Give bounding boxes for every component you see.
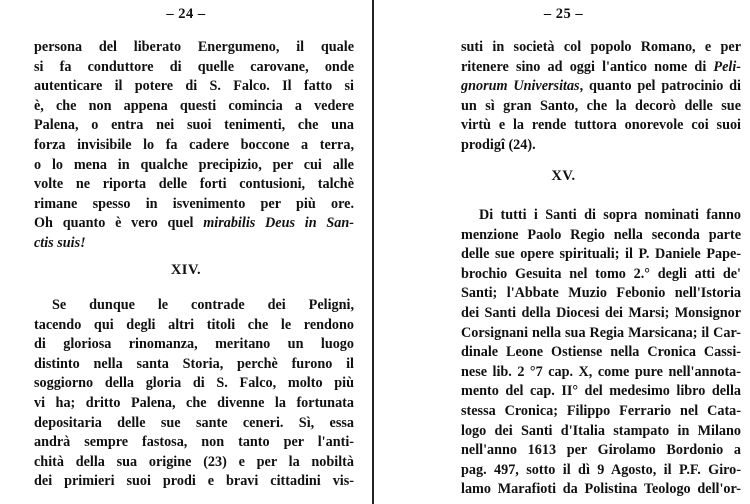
- latin-quote: ctis suis!: [34, 234, 86, 251]
- text-line: pag. 497, sotto il dì 9 Agosto, il P.F. Giro-: [461, 461, 741, 478]
- text-line: [34, 214, 354, 234]
- latin-quote: mirabilis Deus in San-: [203, 215, 354, 232]
- text-run: ritenere sino ad oggi l'antico nome di: [461, 58, 714, 75]
- text-run: , quanto pel patrocinio di: [579, 78, 741, 95]
- text-line: persona del liberato Energumeno, il quale: [34, 39, 354, 55]
- text-line: mento del cap. II° del medesimo libro della: [461, 383, 741, 400]
- text-line: suti in società col popolo Romano, e per: [461, 39, 741, 55]
- text-line: logo dei Santi d'Italia stampato in Milano: [461, 422, 741, 439]
- text-line: Di tutti i Santi di sopra nominati fanno: [479, 207, 741, 223]
- text-line: forza invisibile lo fa cadere boccone a terra,: [34, 136, 354, 153]
- text-line: distinto nella santa Storia, perchè furono il: [34, 355, 354, 372]
- text-line: di gloriosa rinomanza, meritano un luogo: [34, 336, 354, 353]
- text-line: virtù e la rende tuttora onorevole coi suoi: [461, 117, 741, 134]
- paragraph: [461, 206, 741, 500]
- section-heading: XV.: [551, 168, 576, 184]
- text-line: volte ne riporta delle forti contusioni, talchè: [34, 176, 354, 193]
- latin-quote: gnorum Universitas: [461, 78, 580, 95]
- paragraph: [461, 38, 741, 156]
- text-line: Santi; l'Abbate Muzio Febonio nell'Istoria: [461, 285, 741, 302]
- text-line: tacendo qui degli altri titoli che le rendono: [34, 316, 354, 333]
- right-page: [377, 0, 750, 504]
- text-line: autenticare il potere di S. Falco. Il fatto si: [34, 78, 354, 95]
- text-line: brochio Gesuita nel tomo 2.° degli atti de': [461, 265, 741, 282]
- page-number: – 25 –: [543, 6, 584, 22]
- book-spine: [372, 0, 374, 504]
- text-line: stessa Cronica; Filippo Ferrario nel Cata-: [461, 402, 741, 419]
- paragraph: [34, 38, 354, 254]
- text-line: vi ha; dritto Palena, che divenne la fortunata: [34, 394, 354, 411]
- text-line: rimane spesso in isvenimento per più ore.: [34, 195, 354, 212]
- text-line: dinale Leone Ostiense nella Cronica Cassi-: [461, 344, 741, 361]
- text-line: lamo Marafioti da Polistina Teologo dell'or-: [461, 481, 741, 498]
- text-line: chità della sua origine (23) e per la nobiltà: [34, 453, 354, 470]
- text-line: un sì gran Santo, che la decorò delle sue: [461, 97, 741, 114]
- text-line: [461, 77, 741, 97]
- text-line: dei Santi della Diocesi dei Marsi; Monsignor: [461, 304, 741, 321]
- section-heading: XIV.: [170, 262, 202, 278]
- text-line: nell'anno 1613 per Girolamo Bordonio a: [461, 442, 741, 459]
- text-line: Palena, o entra nei suoi tenimenti, che una: [34, 117, 354, 134]
- text-line: [461, 58, 741, 78]
- text-line: prodigî (24).: [461, 136, 536, 153]
- text-line: delle sue opere spirituali; il P. Daniele Pape-: [461, 246, 741, 263]
- text-line: è, che non appena questi comincia a vedere: [34, 97, 354, 114]
- text-line: Corsignani nella sua Regia Marsicana; il Car-: [461, 324, 741, 341]
- page-number: – 24 –: [166, 6, 206, 22]
- text-line: o lo mena in qualche precipizio, per cui alle: [34, 156, 354, 173]
- text-line: menzione Paolo Regio nella seconda parte: [461, 226, 741, 243]
- text-line: andrà sempre fastosa, non tanto per l'anti-: [34, 434, 354, 451]
- text-run: Oh quanto è vero quel: [34, 215, 204, 232]
- paragraph: [34, 296, 354, 492]
- text-line: depositaria delle sue sante ceneri. Sì, essa: [34, 414, 354, 431]
- latin-quote: Peli-: [713, 58, 741, 75]
- text-line: [34, 234, 354, 254]
- text-line: si fa conduttore di quelle carovane, onde: [34, 58, 354, 75]
- left-page: [0, 0, 372, 504]
- text-line: nese lib. 2 °7 cap. X, come pure nell'annota-: [461, 363, 741, 380]
- text-line: Se dunque le contrade dei Peligni,: [52, 297, 354, 313]
- text-line: dei primieri suoi prodi e bravi cittadini vis-: [34, 473, 354, 490]
- text-line: soggiorno della gloria di S. Falco, molto più: [34, 375, 354, 392]
